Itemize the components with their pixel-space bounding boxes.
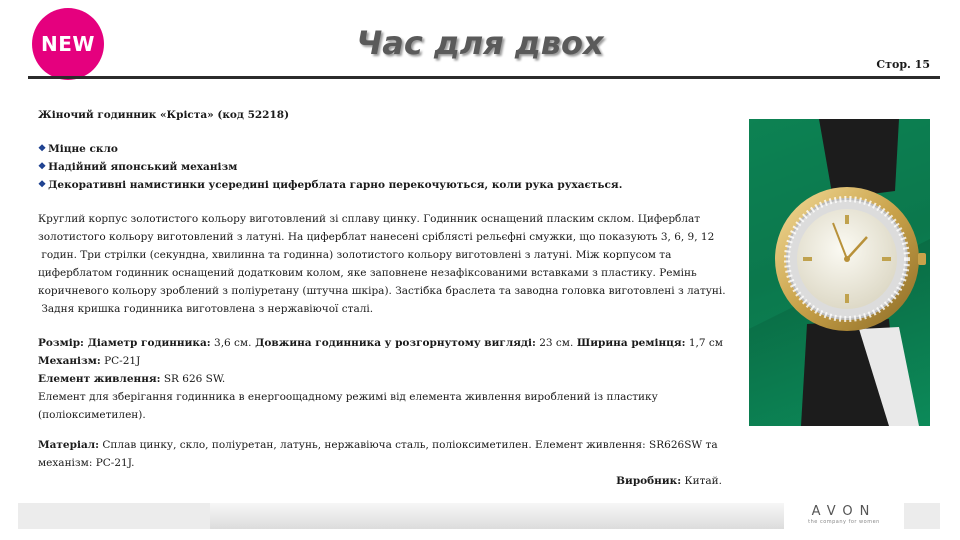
battery-label: Елемент живлення:: [38, 373, 161, 385]
description-line: Круглий корпус золотистого кольору виготовлений зі сплаву цинку. Годинник оснащений пласким склом. Циферблат: [38, 213, 701, 225]
brand-name: AVON: [811, 504, 877, 519]
maker-value: Китай.: [681, 475, 722, 487]
mechanism-value: PC-21J: [100, 355, 141, 367]
diameter-value: 3,6 см.: [210, 337, 252, 349]
product-description: [38, 106, 728, 490]
feature-bullet: [38, 176, 728, 194]
material-line: [38, 436, 728, 454]
mechanism-line: [38, 352, 728, 370]
width-label: Ширина ремінця:: [573, 337, 686, 349]
mechanism-label: Механізм:: [38, 355, 101, 367]
length-value: 23 см.: [535, 337, 574, 349]
material-value: Сплав цинку, скло, поліуретан, латунь, нержавіюча сталь, поліоксиметилен. Елемент живлення: SR626SW та: [99, 439, 718, 451]
page-number: Стор. 15: [876, 58, 930, 71]
diamond-bullet-icon: ❖: [38, 180, 47, 190]
avon-logo: [784, 500, 904, 534]
width-value: 1,7 см: [685, 337, 723, 349]
watch-strap-top: [819, 119, 899, 199]
product-heading: Жіночий годинник «Кріста» (код 52218): [38, 109, 290, 121]
description-line: циферблатом годинник оснащений додатковим колом, яке заповнене незафіксованими вставками з пластику. Ремінь: [38, 267, 697, 279]
brand-slogan: the company for women: [808, 519, 880, 525]
feature-bullet: [38, 140, 728, 158]
feature-text: Декоративні намистинки усередині циферблата гарно перекочуються, коли рука рухається.: [48, 179, 623, 191]
marker-6: [845, 294, 849, 303]
maker-label: Виробник:: [616, 475, 682, 487]
feature-text: Міцне скло: [48, 143, 118, 155]
marker-3: [882, 257, 891, 261]
spacer: [38, 124, 728, 140]
description-line: Задня кришка годинника виготовлена з нержавіючої сталі.: [38, 303, 374, 315]
spacer: [38, 318, 728, 334]
battery-line: [38, 370, 728, 388]
diameter-label: Розмір: Діаметр годинника:: [38, 337, 211, 349]
battery-note-line: (поліоксиметилен).: [38, 409, 146, 421]
material-label: Матеріал:: [38, 439, 100, 451]
length-label: Довжина годинника у розгорнутому вигляді:: [251, 337, 536, 349]
feature-bullet: [38, 158, 728, 176]
marker-9: [803, 257, 812, 261]
watch-image: [749, 119, 930, 426]
size-line: [38, 334, 728, 352]
watch-crown: [918, 253, 926, 265]
material-line-2: механізм: PC-21J.: [38, 457, 135, 469]
hand-pin: [844, 256, 850, 262]
battery-value: SR 626 SW.: [160, 373, 226, 385]
description-line: золотистого кольору виготовлений з латуні. На циферблат нанесені сріблясті рельєфні смужки, що показують 3, 6, 9, 12: [38, 231, 715, 243]
title-divider: [28, 76, 940, 79]
footer-gradient: [210, 503, 784, 529]
spacer: [38, 424, 728, 436]
marker-12: [845, 215, 849, 224]
new-badge-label: NEW: [41, 32, 95, 56]
page-title: Час для двох: [356, 24, 604, 62]
maker-line: [38, 472, 728, 490]
description-line: коричневого кольору зроблений з поліуретану (штучна шкіра). Застібка браслета та заводна головка виготовлені з латуні.: [38, 285, 726, 297]
diamond-bullet-icon: ❖: [38, 144, 47, 154]
battery-note-line: Елемент для зберігання годинника в енергоощадному режимі від елемента живлення вироблений із пластику: [38, 391, 658, 403]
product-photo: [749, 119, 930, 426]
feature-text: Надійний японський механізм: [48, 161, 238, 173]
diamond-bullet-icon: ❖: [38, 162, 47, 172]
spacer: [38, 194, 728, 210]
description-line: годин. Три стрілки (секундна, хвилинна та годинна) золотистого кольору виготовлені з латуні. Між корпусом та: [38, 249, 672, 261]
